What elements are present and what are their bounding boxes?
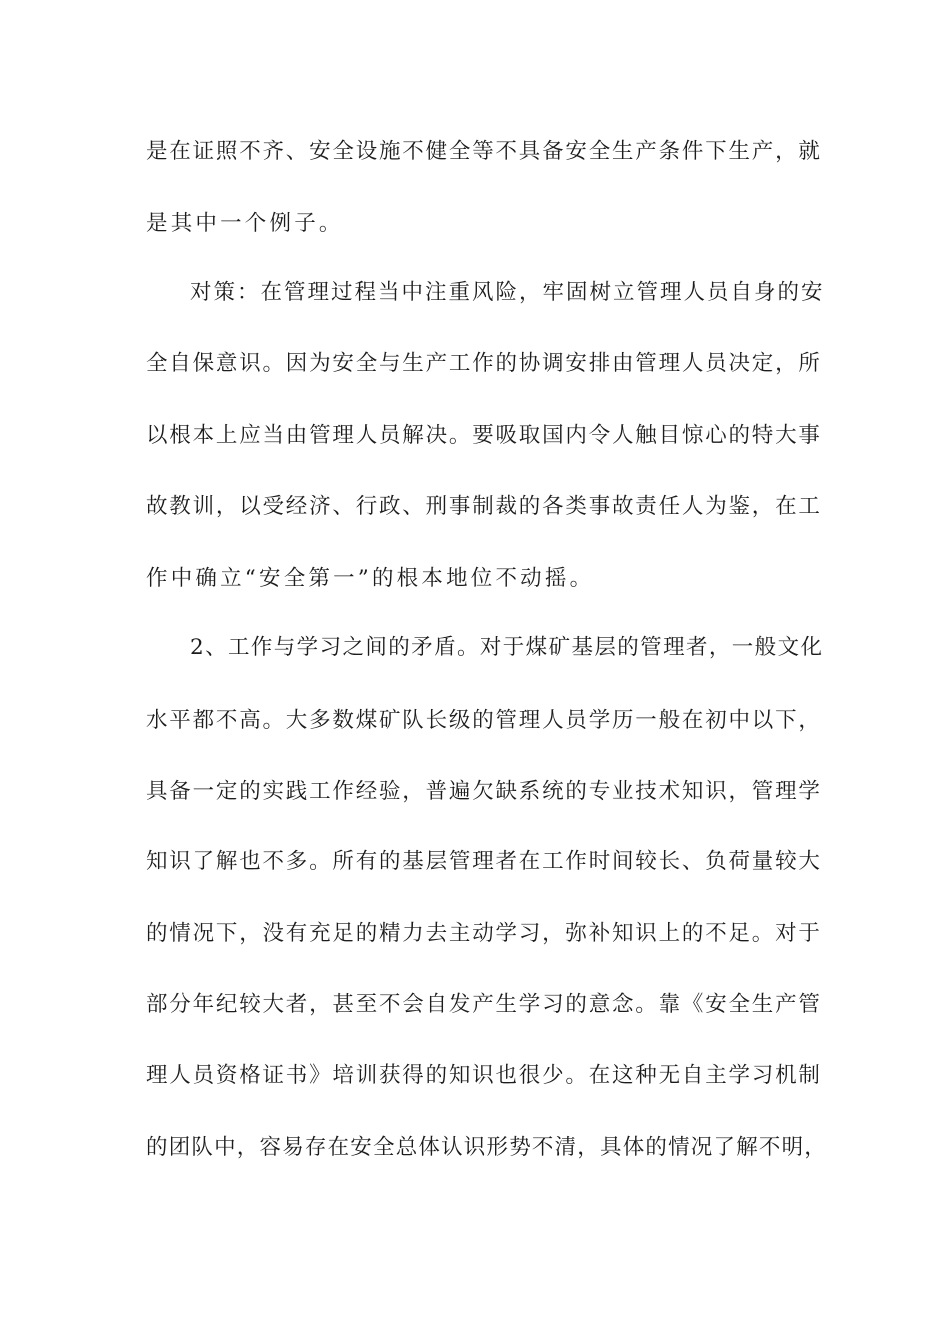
text-line: 的情况下，没有充足的精力去主动学习，弥补知识上的不足。对于 [146,921,822,946]
text-line: 故教训，以受经济、行政、刑事制裁的各类事故责任人为鉴，在工 [146,494,822,519]
text-line: 以根本上应当由管理人员解决。要吸取国内令人触目惊心的特大事 [146,423,822,448]
text-line: 全自保意识。因为安全与生产工作的协调安排由管理人员决定，所 [146,351,822,376]
text-line: 具备一定的实践工作经验，普遍欠缺系统的专业技术知识，管理学 [146,779,822,804]
text-line: 是其中一个例子。 [146,211,344,236]
text-line: 知识了解也不多。所有的基层管理者在工作时间较长、负荷量较大 [146,849,822,874]
text-line: 水平都不高。大多数煤矿队长级的管理人员学历一般在初中以下， [146,708,822,733]
text-line: 理人员资格证书》培训获得的知识也很少。在这种无自主学习机制 [146,1063,822,1088]
text-line: 是在证照不齐、安全设施不健全等不具备安全生产条件下生产，就 [146,139,822,164]
text-line: 的团队中，容易存在安全总体认识形势不清，具体的情况了解不明， [146,1135,828,1160]
paragraph-start-line: 2、工作与学习之间的矛盾。对于煤矿基层的管理者，一般文化 [190,635,824,660]
paragraph-start-line: 对策：在管理过程当中注重风险，牢固树立管理人员自身的安 [190,280,825,305]
text-line: 作中确立“安全第一”的根本地位不动摇。 [146,566,595,591]
text-line: 部分年纪较大者，甚至不会自发产生学习的意念。靠《安全生产管 [146,992,822,1017]
